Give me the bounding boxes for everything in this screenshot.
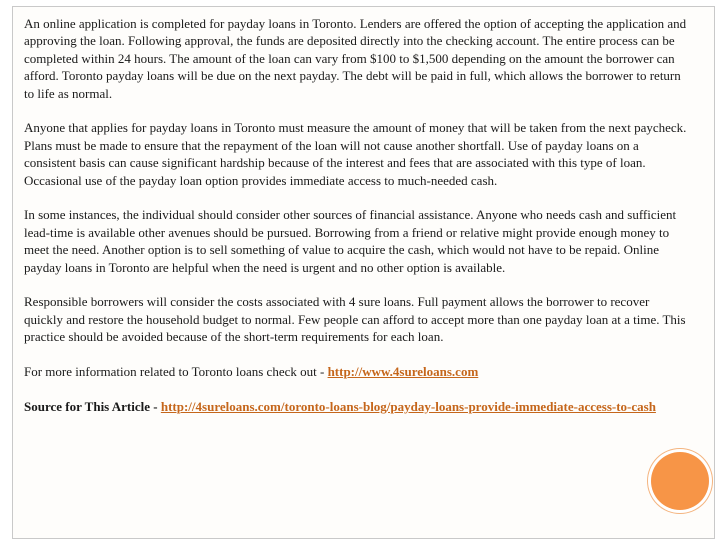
source-line [24, 398, 690, 415]
paragraph-4: Responsible borrowers will consider the costs associated with 4 sure loans. Full payment allows the borrower to recover quickly and restore the household budget to normal. Few people can afford to accept more than one payday loan at a time. This practice should be avoided because of the short-term requirements for each loan. [24, 294, 686, 345]
article-body [24, 15, 690, 433]
decorative-circle [651, 452, 709, 510]
source-article-link[interactable]: http://4sureloans.com/toronto-loans-blog/payday-loans-provide-immediate-access-to-cash [160, 398, 656, 414]
more-info-line [24, 363, 690, 380]
paragraph-3: In some instances, the individual should consider other sources of financial assistance. Anyone who needs cash and sufficient lead-time is available other avenues should be pursued. Borrowing from a friend or relative might provide enough money to meet the need. Another option is to sell something of value to acquire the cash, which would not have to be repaid. Online payday loans in Toronto are helpful when the need is urgent and no other option is available. [24, 207, 677, 275]
source-label: Source for This Article - [24, 398, 161, 414]
more-info-text: For more information related to Toronto loans check out - [24, 364, 328, 380]
paragraph-2: Anyone that applies for payday loans in Toronto must measure the amount of money that will be taken from the next paycheck. Plans must be made to ensure that the repayment of the loan will not cause another shortfall. Use of payday loans on a consistent basis can cause significant hardship because of the interest and fees that are associated with this type of loan. Occasional use of the payday loan option provides immediate access to much-needed cash. [24, 120, 687, 188]
homepage-link[interactable]: http://www.4sureloans.com [327, 364, 479, 380]
paragraph-1: An online application is completed for payday loans in Toronto. Lenders are offered the option of accepting the application and approving the loan. Following approval, the funds are deposited directly into the checking account. The entire process can be completed within 24 hours. The amount of the loan can vary from $100 to $1,500 depending on the amount the borrower can afford. Toronto payday loans will be due on the next payday. The debt will be paid in full, which allows the borrower to return to life as normal. [24, 16, 687, 101]
